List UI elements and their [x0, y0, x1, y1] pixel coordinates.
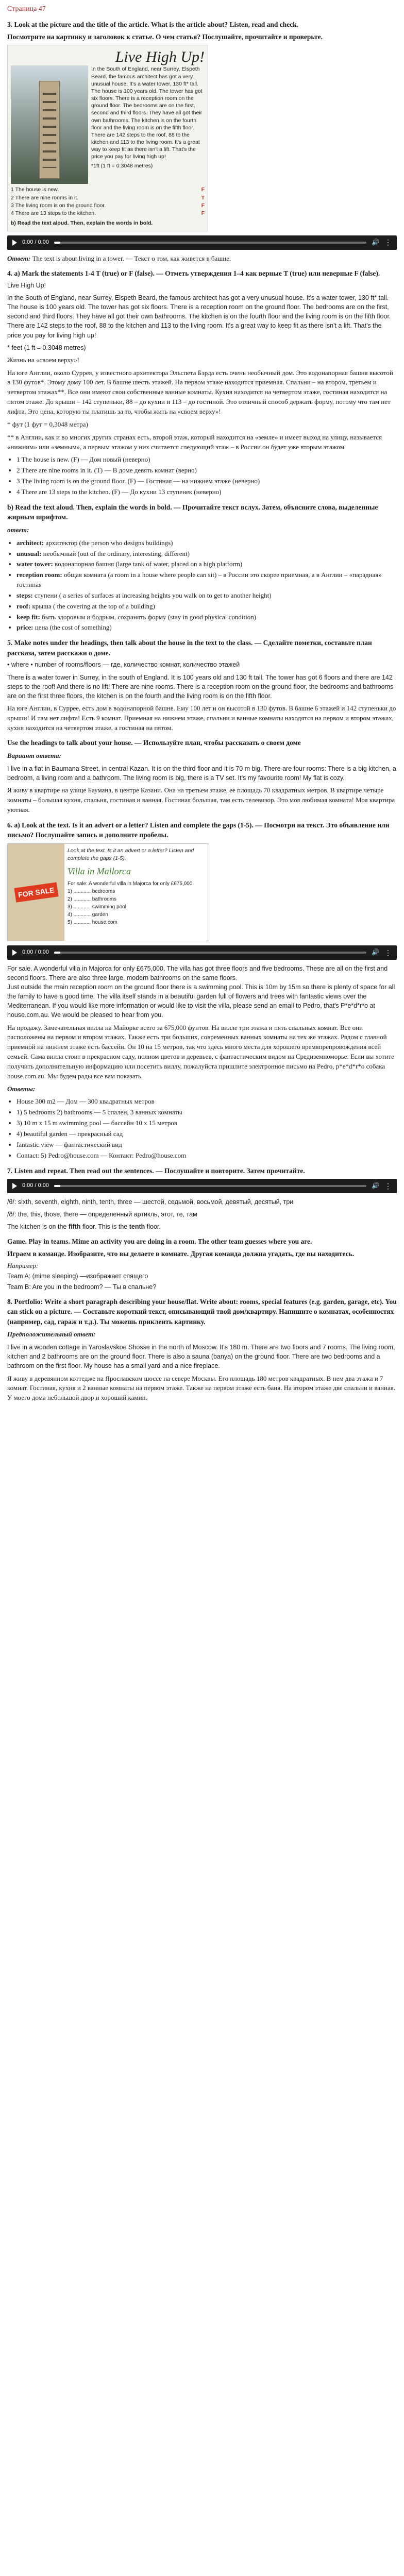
- advert-item: 5) ............ house.com: [68, 920, 117, 926]
- ex6-answers-label: Ответы:: [7, 1084, 36, 1093]
- audio-player-1[interactable]: [7, 235, 397, 250]
- ex7-ordinals: /θ/: sixth, seventh, eighth, ninth, tenth, three — шестой, седьмой, восьмой, девятый, десятый, три: [7, 1198, 294, 1206]
- advert-item: 4) ............ garden: [68, 912, 108, 918]
- figure-title: Live High Up!: [115, 48, 205, 66]
- advert-title: Villa in Mallorca: [68, 866, 131, 877]
- figure-sub-b: b) Read the text aloud. Then, explain the words in bold.: [11, 220, 153, 227]
- audio-time: 0:00 / 0:00: [22, 948, 49, 955]
- article-figure: [7, 45, 208, 231]
- ex4-footnote: * feet (1 ft = 0.3048 metres): [7, 344, 86, 351]
- audio-player-3[interactable]: [7, 1179, 397, 1193]
- list-item: • 1) 5 bedrooms 2) bathrooms — 5 спален, 3 ванных комнаты: [16, 1108, 397, 1117]
- advert-item: 3) ............ swimming pool: [68, 904, 126, 910]
- ex9-ru-text: Я живу в деревянном коттедже на Ярославском шоссе на севере Москвы. Его площадь 180 метров квадратных. В нем два этажа и 7 комнат. Гостиная, кухня и 2 ванные комнаты на первом этаже. Также на первом этаже есть баня. На втором этаже две спальни и ванная. У моего дома небольшой двор и хороший камин.: [7, 1374, 395, 1402]
- audio-progress[interactable]: [54, 1185, 366, 1187]
- list-item: • 4 There are 13 steps to the kitchen. (F) — До кухни 13 ступенек (неверно): [16, 487, 397, 497]
- play-icon[interactable]: [12, 950, 17, 956]
- ex-use-task: Use the headings to talk about your house. — Используйте план, чтобы рассказать о своем доме: [7, 739, 301, 747]
- ex8-task-ru: Играем в команде. Изобразите, что вы делаете в комнате. Другая команда должна угадать, где вы находитесь.: [7, 1250, 355, 1258]
- ex3-task: 3. Look at the picture and the title of the article. What is the article about? Listen, read and check.: [7, 21, 299, 29]
- villa-image: [8, 844, 64, 941]
- water-tower-image: [11, 65, 88, 184]
- advert-content: [64, 844, 208, 941]
- ex4b-task: b) Read the text aloud. Then, explain the words in bold. — Прочитайте текст вслух. Затем, объясните слова, выделенные жирным шрифтом.: [7, 503, 378, 521]
- example-a: Team A: (mime sleeping) —изображает спящего: [7, 1273, 148, 1280]
- ex9-text: I live in a wooden cottage in Yaroslavskoe Shosse in the north of Moscow. It's 180 m. There are two floors and 7 rooms. The living room, kitchen and 2 bathrooms are on the ground floor. There is also a sauna (banya) on the ground floor. There are two bedrooms and a bathroom on the first floor. My house has a small yard and a nice fireplace.: [7, 1344, 395, 1370]
- advert-figure: [7, 843, 208, 941]
- play-icon[interactable]: [12, 240, 17, 246]
- ex4-title: Live High Up!: [7, 281, 46, 289]
- list-item: • 3 The living room is on the ground floor. (F) — Гостиная — на нижнем этаже (неверно): [16, 477, 397, 486]
- ex3-answer: Ответ: The text is about living in a tower. — Текст о том, как живется в башне.: [7, 254, 231, 262]
- advert-question: Look at the text. Is it an advert or a letter? Listen and complete the gaps (1-5).: [68, 847, 194, 862]
- figure-statement: 2 There are nine rooms in it. T: [11, 194, 205, 201]
- list-item: • 2 There are nine rooms in it. (T) — В доме девять комнат (верно): [16, 466, 397, 476]
- ex-use-label: Вариант ответа:: [7, 752, 61, 760]
- ex4b-answer-label: ответ:: [7, 526, 29, 534]
- for-sale-sign: FOR SALE: [14, 882, 58, 903]
- audio-player-2[interactable]: [7, 945, 397, 960]
- ex8-example: [7, 1261, 397, 1292]
- ex7-dh: /ð/: the, this, those, there — определенный артикль, этот, те, там: [7, 1211, 197, 1218]
- advert-items: [68, 880, 205, 926]
- audio-progress[interactable]: [54, 952, 366, 954]
- list-item: • 3) 10 m x 15 m swimming pool — бассейн 10 x 15 метров: [16, 1118, 397, 1128]
- word-item: • steps: ступени ( a series of surfaces at increasing heights you walk on to get to another height): [16, 591, 397, 601]
- audio-time: 0:00 / 0:00: [22, 239, 49, 245]
- example-b: Team B: Are you in the bedroom? — Ты в спальне?: [7, 1283, 157, 1291]
- ex4-task: 4. a) Mark the statements 1-4 T (true) or F (false). — Отметь утверждения 1–4 как верные T (true) или неверные F (false).: [7, 269, 380, 278]
- example-label: Например:: [7, 1261, 39, 1269]
- page-link[interactable]: Страница 47: [7, 5, 46, 13]
- word-item: • water tower: водонапорная башня (large tank of water, placed on a high platform): [16, 560, 397, 569]
- word-item: • unusual: необычный (out of the ordinary, interesting, different): [16, 549, 397, 559]
- ex4b-words: [16, 538, 397, 633]
- figure-right: [91, 65, 205, 184]
- audio-progress[interactable]: [54, 242, 366, 244]
- ex3-task-ru: Посмотрите на картинку и заголовок к статье. О чем статья? Послушайте, прочитайте и проверьте.: [7, 32, 323, 41]
- ex5-text: There is a water tower in Surrey, in the south of England. It is 100 years old and 130 ft tall. The tower has got 6 floors and there are 142 steps to the roof! And there is no lift! There are nine rooms. There is a reception room on the ground floor, the bedrooms and bathrooms are on the first three floors, the kitchen is on the fourth and the living room is on the fifth floor.: [7, 673, 394, 700]
- volume-icon[interactable]: 🔊: [372, 1182, 379, 1190]
- ex4-ru-text: На юге Англии, около Суррея, у известного архитектора Эльспета Бэрда есть очень необычный дом. Это водонапорная башня высотой в 130 футов*. Этому дому 100 лет. В башне шесть этажей. На первом этаже находится приемная. Спальни – на втором, третьем и четвертом этажах**. Все они имеют свои собственные ванные комнаты. Кухня находится на четвертом этаже, гостиная находится на пятом этаже. До крыши – 142 ступеньки, 88 – до кухни и 113 – до гостиной. Это отличный способ держать форму, потому что там нет лифта. Это цена, которую ты платишь за то, чтобы жить на «своем верху»!: [7, 368, 393, 416]
- volume-icon[interactable]: 🔊: [372, 948, 379, 956]
- ex6-ru-text: На продажу. Замечательная вилла на Майорке всего за 675,000 фунтов. На вилле три этажа и пять спальных комнат. Все они расположены на первом и втором этажах. Также есть три больших, современных ванных комнаты на тех же этажах. Рядом с главной приемной на нижнем этаже есть бассейн. Он 10 на 15 метров, так что здесь много места для хорошего времяпрепровождения всей семьей. Сама вилла стоит в прекрасном саду, полном цветов и деревьев, с фантастическим видом на Средиземноморье. Если вы хотите получить дополнительную информацию или посетить виллу, пожалуйста пришлите электронное письмо на Pedro, р*е*d*r*o собака house.com.au. Мы будем рады все вам показать.: [7, 1023, 394, 1080]
- word-item: • architect: архитектор (the person who designs buildings): [16, 538, 397, 548]
- audio-time: 0:00 / 0:00: [22, 1182, 49, 1189]
- list-item: • 1 The house is new. (F) — Дом новый (неверно): [16, 455, 397, 465]
- list-item: • House 300 m2 — Дом — 300 квадратных метров: [16, 1097, 397, 1107]
- more-options-icon[interactable]: ⋮: [384, 948, 392, 957]
- ex5-note: • where • number of rooms/floors — где, количество комнат, количество этажей: [7, 661, 240, 669]
- word-item: • reception room: общая комната (a room in a house where people can sit) – в России это скорее приемная, а в Англии – «парадная» гостиная: [16, 570, 397, 590]
- volume-icon[interactable]: 🔊: [372, 238, 379, 246]
- advert-item: 1) ............ bedrooms: [68, 889, 115, 895]
- list-item: • 4) beautiful garden — прекрасный сад: [16, 1129, 397, 1139]
- ex4-ru-foot2: ** в Англии, как и во многих других странах есть, второй этаж, который находится на «земле» и имеет выход на улицу, называется «нижним» или «земным», а первым этажом у них считается следующий этаж – в России он будет уже вторым этажом.: [7, 433, 382, 451]
- figure-statement: 1 The house is new. F: [11, 187, 205, 193]
- figure-statement: 3 The living room is on the ground floor. F: [11, 202, 205, 209]
- ex9-label: Предположительный ответ:: [7, 1330, 96, 1338]
- list-item: • Contact: 5) Pedro@house.com — Контакт: Pedro@house.com: [16, 1151, 397, 1161]
- ex6-text: For sale. A wonderful villa in Majorca for only £675,000. The villa has got three floors and five bedrooms. These are all on the first and second floors. There are also three large, modern bathrooms on the same floors. Just outside the main reception room on the ground floor there is a swimming pool. This is 10m by 15m so there is plenty of space for all the family to have a good time. The villa itself stands in a beautiful garden full of flowers and trees with fantastic views over the Mediterranean. If you would like more information or would like to visit the villa, please send an email to Pedro, that's P*e*d*r*o at house.com.au. We would be pleased to hear from you.: [7, 964, 395, 1019]
- figure-statements: [11, 186, 205, 217]
- word-item: • keep fit: быть здоровым и бодрым, сохранять форму (stay in good physical condition): [16, 613, 397, 622]
- ex4-ru-foot1: * фут (1 фут = 0,3048 метра): [7, 420, 88, 428]
- ex5-ru-text: На юге Англии, в Суррее, есть дом в водонапорной башне. Ему 100 лет и он высотой в 130 футов. В башне 6 этажей и 142 ступеньки до крыши! И там нет лифта! Есть 9 комнат. Приемная на нижнем этаже, спальни и ванные комнаты находятся на первом и втором этажах, кухня находится на четвертом этаже, а гостиная на пятом.: [7, 704, 396, 732]
- ex4-text: In the South of England, near Surrey, Elspeth Beard, the famous architect has got a very unusual house. It's a water tower, 130 ft* tall. The house is 100 years old. The tower has got six floors. There is a reception room on the ground floor. The bedrooms are on the first, second and third floors. They have all got their own bathrooms. The kitchen is on the fourth floor and the living room is on the fifth floor. There are 142 steps to the roof, 88 to the kitchen and 113 to the living room. It's a great way to keep fit as there isn't a lift. That's the price you pay for living high up!: [7, 294, 391, 339]
- figure-text: In the South of England, near Surrey, Elspeth Beard, the famous architect has got a very unusual house. It's a water tower, 130 ft* tall. The house is 100 years old. The tower has got six floors. There is a reception room on the ground floor. The bedrooms are on the first, second and third floors. They have all got their own bathrooms. The kitchen is on the fourth floor and the living room is on the fifth floor. There are 142 steps to the roof, 88 to the kitchen and 113 to the living room. It's a great way to keep fit as there isn't a lift. That's the price you pay for living high up!: [91, 66, 203, 160]
- figure-statement: 4 There are 13 steps to the kitchen. F: [11, 210, 205, 217]
- ex-use-ru-text: Я живу в квартире на улице Баумана, в центре Казани. Она на третьем этаже, ее площадь 70 квадратных метров. В квартире четыре комнаты – большая кухня, спальня, гостиная и ванная. Гостиная большая, там есть телевизор. Это моя любимая комната! Моя квартира уютная.: [7, 786, 395, 814]
- more-options-icon[interactable]: ⋮: [384, 1181, 392, 1190]
- ex6-task: 6. a) Look at the text. Is it an advert or a letter? Listen and complete the gaps (1-5). — Посмотри на текст. Это объявление или письмо? Послушайте запись и дополните пробелы.: [7, 821, 390, 839]
- more-options-icon[interactable]: ⋮: [384, 238, 392, 247]
- ex9-task: 8. Portfolio: Write a short paragraph describing your house/flat. Write about: rooms, special features (e.g. garden, garage, etc). You can stick on a picture. — Составьте короткий текст, описывающий твой дом/квартиру. Напишите о комнатах, особенностях (например, сад, гараж и т.д.). Ты можешь приклеить картинку.: [7, 1297, 397, 1326]
- ex-use-text: I live in a flat in Baumana Street, in central Kazan. It is on the third floor and it is 70 m big. There are four rooms: There is a big kitchen, a bedroom, a living room and a bathroom. The living room is big, there is a TV set. It's my favourite room! My flat is cozy.: [7, 765, 396, 782]
- ex8-task: Game. Play in teams. Mime an activity you are doing in a room. The other team guesses where you are.: [7, 1238, 312, 1246]
- ex6-answers: [16, 1097, 397, 1160]
- word-item: • roof: крыша ( the covering at the top of a building): [16, 602, 397, 612]
- ex7-task: 7. Listen and repeat. Then read out the sentences. — Послушайте и повторите. Затем прочитайте.: [7, 1166, 305, 1175]
- play-icon[interactable]: [12, 1183, 17, 1189]
- list-item: • fantastic view — фантастический вид: [16, 1140, 397, 1150]
- ex4-ru-title: Жизнь на «своем верху»!: [7, 355, 80, 364]
- ex5-task: 5. Make notes under the headings, then talk about the house in the text to the class. — Сделайте пометки, составьте план рассказа, затем расскажи о доме.: [7, 639, 372, 657]
- advert-item: 2) ............ bathrooms: [68, 896, 117, 903]
- ex4-answers: [16, 455, 397, 497]
- advert-item: For sale: A wonderful villa in Majorca for only £675,000.: [68, 881, 194, 887]
- figure-footnote: *1ft (1 ft = 0.3048 metres): [91, 162, 153, 169]
- ex7-sentence: The kitchen is on the fifth floor. This is the tenth floor.: [7, 1223, 161, 1231]
- word-item: • price: цена (the cost of something): [16, 623, 397, 633]
